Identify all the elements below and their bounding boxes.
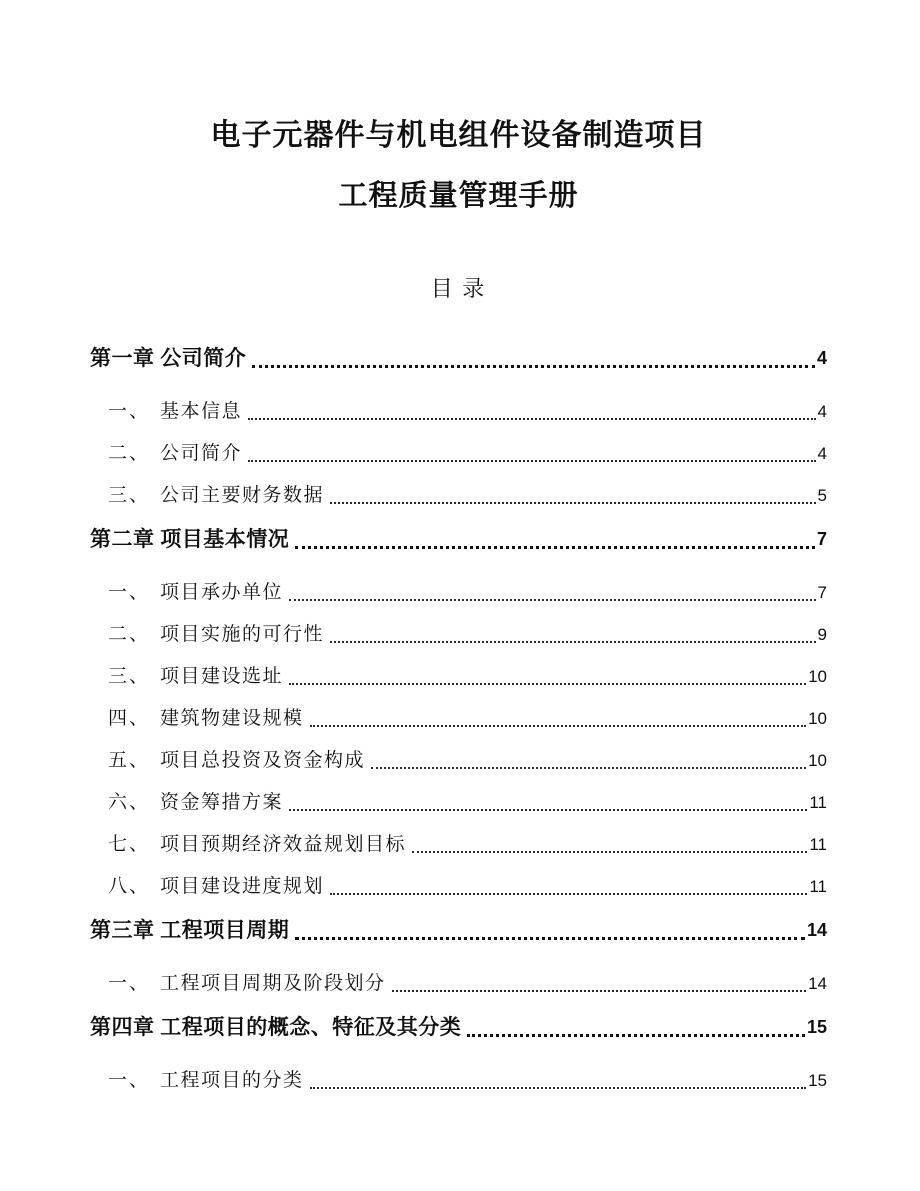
toc-entry[interactable] — [90, 832, 827, 858]
toc-entry-chapter[interactable] — [90, 344, 827, 372]
dotted-leader — [295, 937, 805, 940]
toc-entry[interactable] — [90, 483, 827, 509]
toc-entry-number: 一、 — [108, 401, 151, 422]
toc-entry-page: 15 — [806, 1017, 827, 1037]
document-subtitle: 工程质量管理手册 — [338, 180, 579, 212]
toc-entry-page: 11 — [809, 877, 827, 896]
toc-entry-page: 10 — [808, 709, 827, 728]
dotted-leader — [330, 641, 816, 643]
dotted-leader — [371, 767, 806, 769]
toc-heading: 目 录 — [430, 276, 487, 301]
dotted-leader — [295, 546, 815, 549]
toc-entry-page: 7 — [817, 583, 827, 602]
toc-entry-label: 项目承办单位 — [160, 582, 284, 603]
toc-entry[interactable] — [90, 622, 827, 648]
toc-entry-number: 六、 — [108, 792, 151, 813]
toc-entry-label: 建筑物建设规模 — [160, 708, 304, 729]
toc-entry-page: 7 — [816, 529, 827, 549]
toc-entry-page: 11 — [809, 793, 827, 812]
toc-entry[interactable] — [90, 971, 827, 997]
toc-entry-label: 第二章 项目基本情况 — [90, 527, 290, 551]
dotted-leader — [252, 365, 815, 368]
toc-entry-page: 4 — [817, 444, 827, 463]
toc-entry-chapter[interactable] — [90, 525, 827, 553]
toc-entry-label: 公司简介 — [160, 443, 243, 464]
toc-entry-page: 10 — [808, 751, 827, 770]
toc-entry-number: 七、 — [108, 834, 151, 855]
toc-entry-page: 4 — [817, 402, 827, 421]
toc-entry[interactable] — [90, 1068, 827, 1094]
dotted-leader — [330, 502, 816, 504]
dotted-leader — [310, 1087, 807, 1089]
toc-entry[interactable] — [90, 748, 827, 774]
toc-entry-label: 第三章 工程项目周期 — [90, 918, 290, 942]
toc-entry[interactable] — [90, 399, 827, 425]
toc-entry-page: 4 — [816, 348, 827, 368]
toc-entry[interactable] — [90, 874, 827, 900]
dotted-leader — [330, 893, 807, 895]
toc-entry-label: 项目总投资及资金构成 — [160, 750, 366, 771]
toc-entry-page: 14 — [808, 974, 827, 993]
toc-entry-label: 项目预期经济效益规划目标 — [160, 834, 407, 855]
dotted-leader — [289, 683, 806, 685]
toc-entry-label: 项目实施的可行性 — [160, 624, 325, 645]
toc-entry-page: 5 — [817, 486, 827, 505]
toc-entry[interactable] — [90, 706, 827, 732]
toc-entry-number: 四、 — [108, 708, 151, 729]
toc-entry[interactable] — [90, 580, 827, 606]
toc-entry-label: 工程项目周期及阶段划分 — [160, 973, 386, 994]
toc-entry-label: 项目建设进度规划 — [160, 876, 325, 897]
dotted-leader — [392, 990, 807, 992]
toc-entry-number: 八、 — [108, 876, 151, 897]
dotted-leader — [289, 599, 816, 601]
toc-entry[interactable] — [90, 664, 827, 690]
toc-entry-number: 二、 — [108, 443, 151, 464]
toc-entry-number: 一、 — [108, 973, 151, 994]
toc-entry-number: 二、 — [108, 624, 151, 645]
toc-entry-number: 一、 — [108, 1070, 151, 1091]
toc-entry-page: 15 — [808, 1071, 827, 1090]
toc-entry-label: 工程项目的分类 — [160, 1070, 304, 1091]
toc-entry-label: 资金筹措方案 — [160, 792, 284, 813]
toc-entry[interactable] — [90, 790, 827, 816]
document-title: 电子元器件与机电组件设备制造项目 — [210, 119, 707, 152]
toc-entry-page: 9 — [817, 625, 827, 644]
toc-entry-number: 三、 — [108, 485, 151, 506]
toc-entry-label: 第一章 公司简介 — [90, 346, 247, 370]
toc-entry-label: 基本信息 — [160, 401, 243, 422]
dotted-leader — [310, 725, 807, 727]
toc-entry-label: 项目建设选址 — [160, 666, 284, 687]
table-of-contents — [90, 344, 827, 1094]
toc-entry-label: 第四章 工程项目的概念、特征及其分类 — [90, 1015, 462, 1039]
dotted-leader — [248, 418, 816, 420]
toc-entry-page: 11 — [809, 835, 827, 854]
toc-entry-chapter[interactable] — [90, 1013, 827, 1041]
dotted-leader — [289, 809, 807, 811]
dotted-leader — [248, 460, 816, 462]
toc-entry-page: 10 — [808, 667, 827, 686]
dotted-leader — [467, 1034, 805, 1037]
toc-entry[interactable] — [90, 441, 827, 467]
dotted-leader — [412, 851, 807, 853]
toc-entry-chapter[interactable] — [90, 916, 827, 944]
toc-entry-page: 14 — [806, 920, 827, 940]
toc-entry-number: 五、 — [108, 750, 151, 771]
toc-entry-label: 公司主要财务数据 — [160, 485, 325, 506]
toc-entry-number: 一、 — [108, 582, 151, 603]
toc-entry-number: 三、 — [108, 666, 151, 687]
